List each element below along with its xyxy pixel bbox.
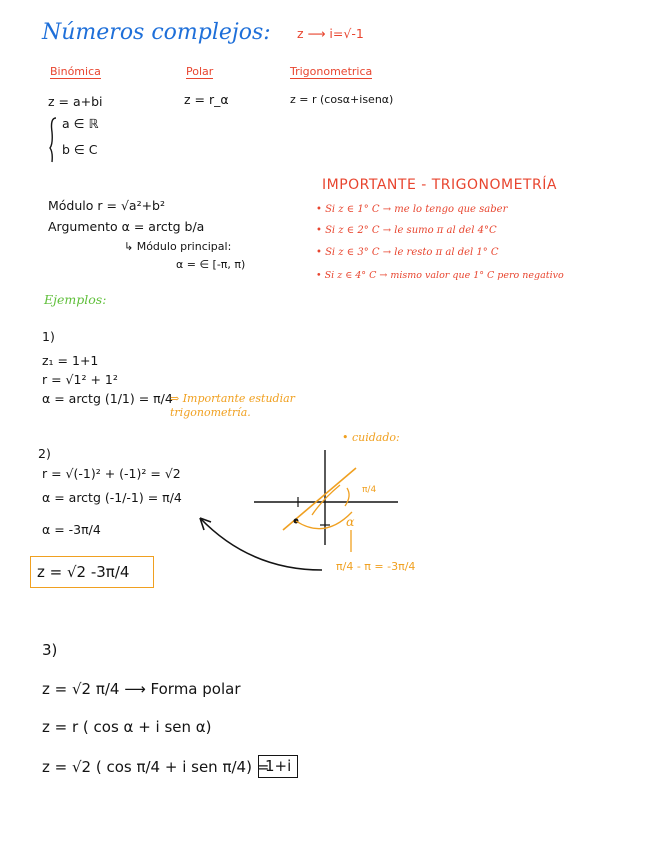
angle-arc-large (296, 512, 355, 529)
form-label-binomica: Binómica (50, 65, 101, 78)
page-title: Números complejos: (42, 20, 271, 45)
argumento-formula: Argumento α = arctg b/a (48, 219, 205, 234)
ex2-cuidado: • cuidado: (342, 431, 400, 444)
form-polar-formula: z = r_α (184, 92, 229, 107)
ex3-line1: z = √2 π/4 ⟶ Forma polar (42, 680, 241, 698)
angle-arc-small (345, 488, 349, 506)
ex2-result-box: z = √2 -3π/4 (30, 556, 154, 588)
ex3-result-box: 1+i (258, 755, 298, 778)
ex3-line2: z = r ( cos α + i sen α) (42, 718, 212, 736)
ex2-formula: π/4 - π = -3π/4 (336, 560, 416, 573)
ex1-number: 1) (42, 329, 55, 344)
ex2-line3: α = -3π/4 (42, 522, 101, 537)
ex1-line1: z₁ = 1+1 (42, 353, 99, 368)
brace (50, 118, 56, 162)
form-binomica-formula: z = a+bi (48, 94, 103, 109)
form-trig-formula: z = r (cosα+isenα) (290, 93, 394, 106)
ex2-line2: α = arctg (-1/-1) = π/4 (42, 490, 182, 505)
ex1-note: ⇒ Importante estudiar trigonometría. (170, 392, 295, 419)
importante-item: • Si z ∈ 1° C → me lo tengo que saber (316, 204, 508, 215)
importante-item: • Si z ∈ 2° C → le sumo π al del 4°C (316, 225, 497, 236)
ex2-number: 2) (38, 446, 51, 461)
ex1-line2: r = √1² + 1² (42, 372, 118, 387)
condition-a: a ∈ ℝ (62, 116, 99, 131)
form-label-trigonometrica: Trigonometrica (290, 65, 373, 78)
rango-principal: α = ∈ [-π, π) (176, 258, 246, 271)
title-relation: z ⟶ i=√-1 (297, 26, 364, 41)
ex3-line3: z = √2 ( cos π/4 + i sen π/4) = (42, 758, 270, 776)
importante-item: • Si z ∈ 4° C → mismo valor que 1° C pero negativo (316, 270, 564, 281)
condition-b: b ∈ C (62, 142, 98, 157)
importante-item: • Si z ∈ 3° C → le resto π al del 1° C (316, 247, 499, 258)
ex2-angle-label: π/4 (362, 485, 377, 495)
ex2-line1: r = √(-1)² + (-1)² = √2 (42, 466, 181, 481)
modulo-principal: ↳ Módulo principal: (124, 240, 232, 253)
ex1-line3: α = arctg (1/1) = π/4 (42, 391, 173, 406)
ejemplos-heading: Ejemplos: (44, 292, 107, 307)
form-label-polar: Polar (186, 65, 214, 78)
ex2-alpha-label: α (346, 514, 355, 529)
importante-title: IMPORTANTE - TRIGONOMETRÍA (322, 177, 557, 193)
modulo-formula: Módulo r = √a²+b² (48, 198, 165, 213)
angle-arc (312, 485, 340, 515)
ex3-number: 3) (42, 641, 58, 659)
